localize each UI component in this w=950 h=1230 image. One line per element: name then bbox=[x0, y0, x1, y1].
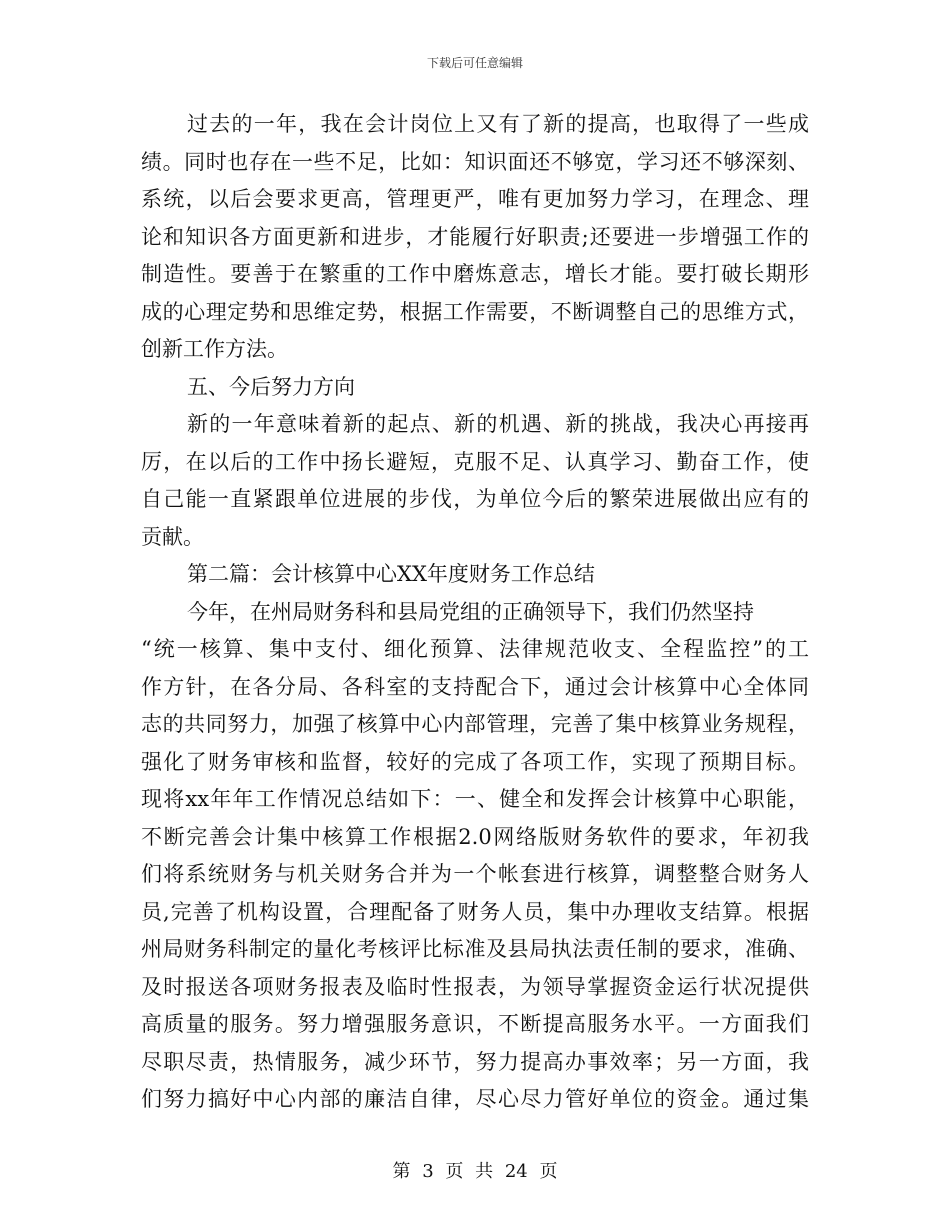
paragraph-line: 新的一年意味着新的起点、新的机遇、新的挑战，我决心再接再 bbox=[187, 412, 809, 436]
page-number-footer: 第 3 页 共 24 页 bbox=[392, 1161, 558, 1182]
section-heading: 第二篇：会计核算中心XX年度财务工作总结 bbox=[187, 562, 595, 586]
paragraph-line: 州局财务科制定的量化考核评比标准及县局执法责任制的要求，准确、 bbox=[141, 937, 809, 961]
paragraph-line: 尽职尽责，热情服务，减少环节，努力提高办事效率；另一方面，我 bbox=[141, 1049, 809, 1074]
paragraph-line: 现将xx年年工作情况总结如下：一、健全和发挥会计核算中心职能， bbox=[141, 787, 809, 811]
paragraph-line: 们将系统财务与机关财务合并为一个帐套进行核算，调整整合财务人 bbox=[141, 862, 809, 886]
paragraph-line: 及时报送各项财务报表及临时性报表，为领导掌握资金运行状况提供 bbox=[141, 974, 809, 999]
paragraph-line: 贡献。 bbox=[141, 524, 204, 549]
paragraph-line: 高质量的服务。努力增强服务意识，不断提高服务水平。一方面我们 bbox=[141, 1012, 809, 1036]
paragraph-line: 论和知识各方面更新和进步，才能履行好职责;还要进一步增强工作的 bbox=[141, 224, 809, 249]
paragraph-line: 自己能一直紧跟单位进展的步伐，为单位今后的繁荣进展做出应有的 bbox=[141, 487, 809, 511]
paragraph-line: 作方针，在各分局、各科室的支持配合下，通过会计核算中心全体同 bbox=[141, 674, 809, 699]
paragraph-line: 创新工作方法。 bbox=[141, 337, 288, 361]
paragraph-line: 过去的一年，我在会计岗位上又有了新的提高，也取得了一些成 bbox=[187, 112, 809, 136]
section-heading: 五、今后努力方向 bbox=[187, 374, 355, 399]
page-header-note: 下载后可任意编辑 bbox=[426, 56, 523, 70]
paragraph-line: “统一核算、集中支付、细化预算、法律规范收支、全程监控”的工 bbox=[141, 637, 809, 661]
document-body bbox=[141, 106, 809, 1119]
paragraph-line: 厉，在以后的工作中扬长避短，克服不足、认真学习、勤奋工作，使 bbox=[141, 449, 809, 474]
paragraph-line: 志的共同努力，加强了核算中心内部管理，完善了集中核算业务规程， bbox=[141, 712, 809, 736]
paragraph-line: 强化了财务审核和监督，较好的完成了各项工作，实现了预期目标。 bbox=[141, 749, 809, 774]
paragraph-line: 员,完善了机构设置，合理配备了财务人员，集中办理收支结算。根据 bbox=[141, 899, 809, 924]
paragraph-line: 今年，在州局财务科和县局党组的正确领导下，我们仍然坚持 bbox=[187, 599, 754, 624]
paragraph-line: 制造性。要善于在繁重的工作中磨炼意志，增长才能。要打破长期形 bbox=[141, 262, 809, 286]
paragraph-line: 们努力搞好中心内部的廉洁自律，尽心尽力管好单位的资金。通过集 bbox=[141, 1087, 809, 1111]
paragraph-line: 绩。同时也存在一些不足，比如：知识面还不够宽，学习还不够深刻、 bbox=[141, 149, 809, 174]
paragraph-line: 不断完善会计集中核算工作根据2.0网络版财务软件的要求，年初我 bbox=[141, 824, 809, 849]
paragraph-line: 成的心理定势和思维定势，根据工作需要，不断调整自己的思维方式， bbox=[141, 299, 809, 324]
paragraph-line: 系统，以后会要求更高，管理更严，唯有更加努力学习，在理念、理 bbox=[141, 187, 809, 211]
